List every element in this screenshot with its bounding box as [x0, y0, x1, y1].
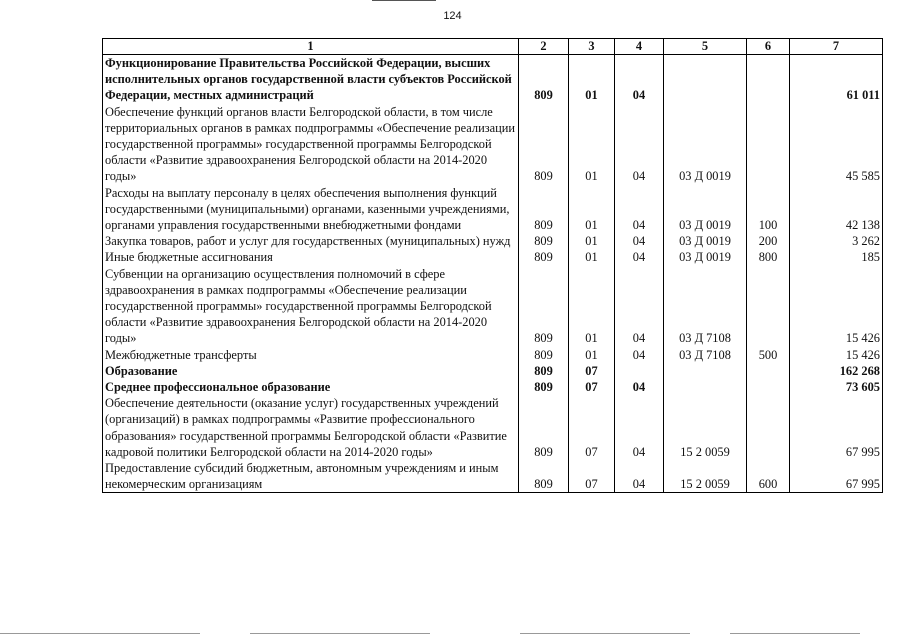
- row-amount: 67 995: [790, 395, 883, 460]
- row-amount: 15 426: [790, 347, 883, 363]
- table-row: [103, 460, 883, 493]
- row-expense-type: 800: [747, 249, 790, 265]
- row-section-code: 01: [569, 249, 615, 265]
- row-amount: 73 605: [790, 379, 883, 395]
- row-subsection-code: 04: [615, 266, 664, 347]
- row-description: Субвенции на организацию осуществления полномочий в сфере здравоохранения в рамках подпрограммы «Обеспечение реализации государственной программы» государственной программы Белгородской области «Развитие здравоохранения Белгородской области на 2014-2020 годы»: [103, 266, 519, 347]
- table-row: [103, 347, 883, 363]
- row-target-code: [664, 55, 747, 104]
- row-target-code: 03 Д 0019: [664, 185, 747, 234]
- row-expense-type: [747, 363, 790, 379]
- table-row: [103, 363, 883, 379]
- table-row: [103, 185, 883, 234]
- column-header-3: 3: [569, 39, 615, 55]
- row-expense-type: 200: [747, 233, 790, 249]
- row-expense-type: 600: [747, 460, 790, 493]
- row-section-code: 01: [569, 55, 615, 104]
- row-section-code: 07: [569, 460, 615, 493]
- row-amount: 162 268: [790, 363, 883, 379]
- table-row: [103, 379, 883, 395]
- row-section-code: 01: [569, 347, 615, 363]
- row-section-code: 07: [569, 395, 615, 460]
- row-amount: 15 426: [790, 266, 883, 347]
- scan-artifact-line: [250, 633, 430, 634]
- table-row: [103, 266, 883, 347]
- column-header-7: 7: [790, 39, 883, 55]
- row-grbs-code: 809: [519, 104, 569, 185]
- row-target-code: 15 2 0059: [664, 395, 747, 460]
- row-target-code: [664, 363, 747, 379]
- row-subsection-code: 04: [615, 395, 664, 460]
- row-section-code: 07: [569, 363, 615, 379]
- row-section-code: 01: [569, 266, 615, 347]
- row-subsection-code: 04: [615, 249, 664, 265]
- row-section-code: 01: [569, 233, 615, 249]
- row-grbs-code: 809: [519, 363, 569, 379]
- row-grbs-code: 809: [519, 55, 569, 104]
- row-target-code: 03 Д 7108: [664, 266, 747, 347]
- row-grbs-code: 809: [519, 395, 569, 460]
- row-subsection-code: 04: [615, 379, 664, 395]
- row-grbs-code: 809: [519, 379, 569, 395]
- row-grbs-code: 809: [519, 266, 569, 347]
- table-row: [103, 55, 883, 104]
- row-description: Образование: [103, 363, 519, 379]
- row-description: Среднее профессиональное образование: [103, 379, 519, 395]
- header-row: [103, 39, 883, 55]
- row-section-code: 01: [569, 185, 615, 234]
- scan-artifact-line: [520, 633, 690, 634]
- row-amount: 61 011: [790, 55, 883, 104]
- row-expense-type: [747, 395, 790, 460]
- row-target-code: 03 Д 0019: [664, 249, 747, 265]
- column-header-6: 6: [747, 39, 790, 55]
- row-target-code: 15 2 0059: [664, 460, 747, 493]
- row-grbs-code: 809: [519, 185, 569, 234]
- row-amount: 45 585: [790, 104, 883, 185]
- column-header-5: 5: [664, 39, 747, 55]
- row-amount: 185: [790, 249, 883, 265]
- table-row: [103, 395, 883, 460]
- row-expense-type: [747, 104, 790, 185]
- column-header-2: 2: [519, 39, 569, 55]
- row-description: Обеспечение функций органов власти Белгородской области, в том числе территориальных органов в рамках подпрограммы «Обеспечение реализации государственной программы» государственной программы Белгородской области «Развитие здравоохранения Белгородской области на 2014-2020 годы»: [103, 104, 519, 185]
- row-description: Предоставление субсидий бюджетным, автономным учреждениям и иным некомерческим организациям: [103, 460, 519, 493]
- row-grbs-code: 809: [519, 347, 569, 363]
- row-amount: 67 995: [790, 460, 883, 493]
- row-description: Функционирование Правительства Российской Федерации, высших исполнительных органов государственной власти субъектов Российской Федерации, местных администраций: [103, 55, 519, 104]
- row-expense-type: [747, 379, 790, 395]
- row-subsection-code: [615, 363, 664, 379]
- column-header-4: 4: [615, 39, 664, 55]
- row-grbs-code: 809: [519, 460, 569, 493]
- row-expense-type: [747, 266, 790, 347]
- scan-artifact-line: [730, 633, 860, 634]
- top-rule: [372, 0, 436, 1]
- scan-artifact-line: [0, 633, 200, 634]
- row-expense-type: 500: [747, 347, 790, 363]
- row-expense-type: [747, 55, 790, 104]
- table-row: [103, 249, 883, 265]
- table-row: [103, 104, 883, 185]
- budget-table: [102, 38, 883, 493]
- page-number: 124: [443, 10, 462, 22]
- row-target-code: 03 Д 7108: [664, 347, 747, 363]
- row-amount: 42 138: [790, 185, 883, 234]
- row-subsection-code: 04: [615, 185, 664, 234]
- row-target-code: 03 Д 0019: [664, 104, 747, 185]
- row-grbs-code: 809: [519, 249, 569, 265]
- column-header-1: 1: [103, 39, 519, 55]
- row-description: Обеспечение деятельности (оказание услуг) государственных учреждений (организаций) в рамках подпрограммы «Развитие профессионального образования» государственной программы Белгородской области «Развитие кадровой политики Белгородской области на 2014-2020 годы»: [103, 395, 519, 460]
- row-grbs-code: 809: [519, 233, 569, 249]
- row-subsection-code: 04: [615, 460, 664, 493]
- row-amount: 3 262: [790, 233, 883, 249]
- row-description: Иные бюджетные ассигнования: [103, 249, 519, 265]
- row-subsection-code: 04: [615, 104, 664, 185]
- row-section-code: 01: [569, 104, 615, 185]
- row-section-code: 07: [569, 379, 615, 395]
- row-description: Межбюджетные трансферты: [103, 347, 519, 363]
- row-subsection-code: 04: [615, 233, 664, 249]
- row-description: Закупка товаров, работ и услуг для государственных (муниципальных) нужд: [103, 233, 519, 249]
- row-target-code: 03 Д 0019: [664, 233, 747, 249]
- row-target-code: [664, 379, 747, 395]
- table-row: [103, 233, 883, 249]
- row-subsection-code: 04: [615, 347, 664, 363]
- row-expense-type: 100: [747, 185, 790, 234]
- row-description: Расходы на выплату персоналу в целях обеспечения выполнения функций государственными (муниципальными) органами, казенными учреждениями, органами управления государственными внебюджетными фондами: [103, 185, 519, 234]
- row-subsection-code: 04: [615, 55, 664, 104]
